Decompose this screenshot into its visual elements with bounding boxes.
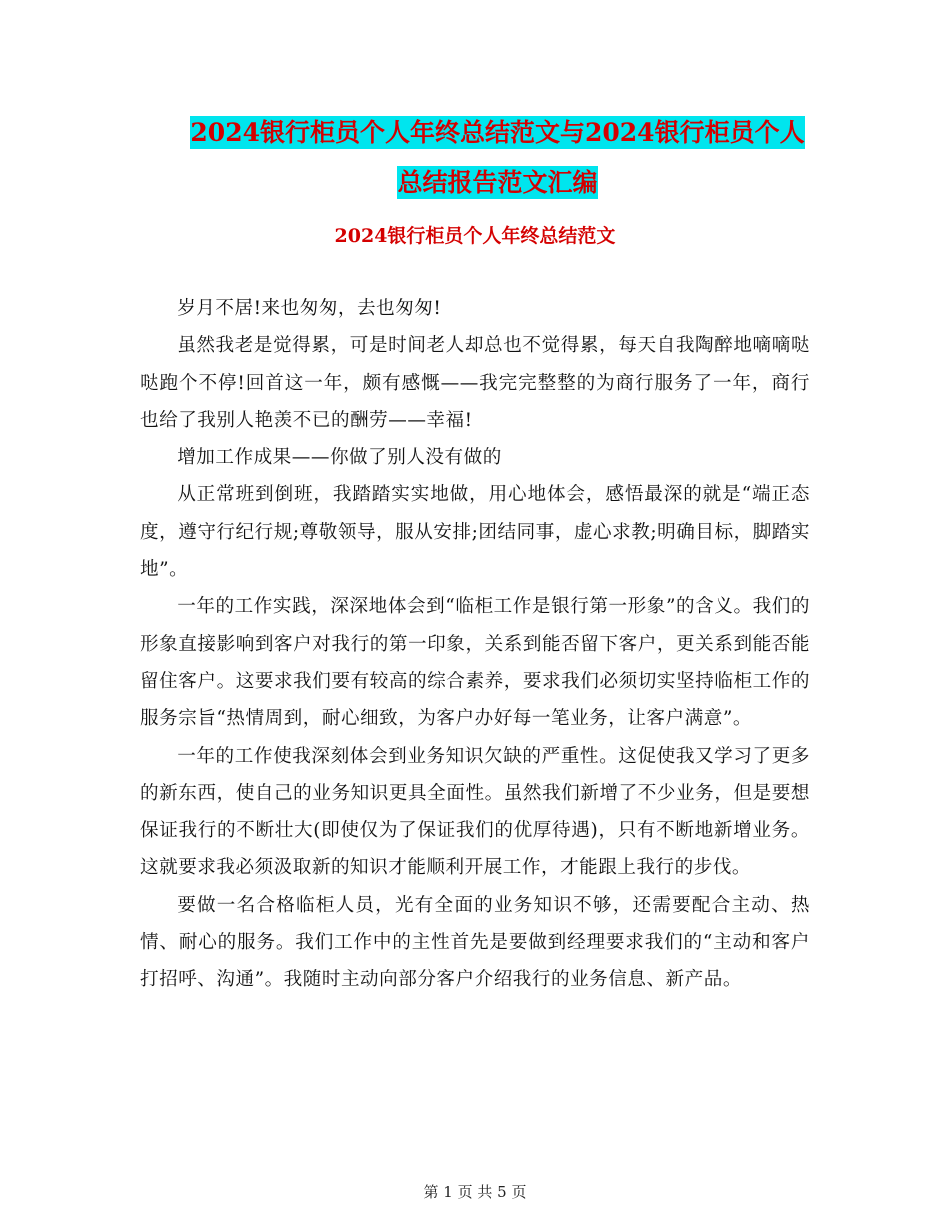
title-line-2: 总结报告范文汇编 [397, 168, 598, 197]
title-line-1: 2024银行柜员个人年终总结范文与2024银行柜员个人 [190, 118, 805, 147]
document-body [140, 290, 810, 999]
paragraph: 要做一名合格临柜人员，光有全面的业务知识不够，还需要配合主动、热情、耐心的服务。我们工作中的主性首先是要做到经理要求我们的“主动和客户打招呼、沟通”。我随时主动向部分客户介绍我行的业务信息、新产品。 [140, 894, 810, 991]
paragraph: 一年的工作实践，深深地体会到“临柜工作是银行第一形象”的含义。我们的形象直接影响到客户对我行的第一印象，关系到能否留下客户，更关系到能否能留住客户。这要求我们要有较高的综合素养，要求我们必须切实坚持临柜工作的服务宗旨“热情周到，耐心细致，为客户办好每一笔业务，让客户满意”。 [140, 596, 810, 730]
section-title: 2024银行柜员个人年终总结范文 [334, 225, 616, 247]
paragraph: 虽然我老是觉得累，可是时间老人却总也不觉得累，每天自我陶醉地嘀嘀哒哒跑个不停!回首这一年，颇有感慨——我完完整整的为商行服务了一年，商行也给了我别人艳羡不已的酬劳——幸福! [140, 335, 810, 431]
page-footer [0, 1182, 950, 1202]
paragraph: 增加工作成果——你做了别人没有做的 [177, 447, 502, 469]
document-title [140, 108, 855, 208]
paragraph: 岁月不居!来也匆匆，去也匆匆! [177, 298, 442, 319]
page-number: 第 1 页 共 5 页 [423, 1183, 527, 1201]
paragraph: 从正常班到倒班，我踏踏实实地做，用心地体会，感悟最深的就是“端正态度，遵守行纪行规;尊敬领导，服从安排;团结同事，虚心求教;明确目标，脚踏实地”。 [140, 484, 810, 581]
paragraph: 一年的工作使我深刻体会到业务知识欠缺的严重性。这促使我又学习了更多的新东西，使自己的业务知识更具全面性。虽然我们新增了不少业务，但是要想保证我行的不断壮大(即使仅为了保证我们的优厚待遇)，只有不断地新增业务。这就要求我必须汲取新的知识才能顺利开展工作，才能跟上我行的步伐。 [140, 745, 810, 879]
